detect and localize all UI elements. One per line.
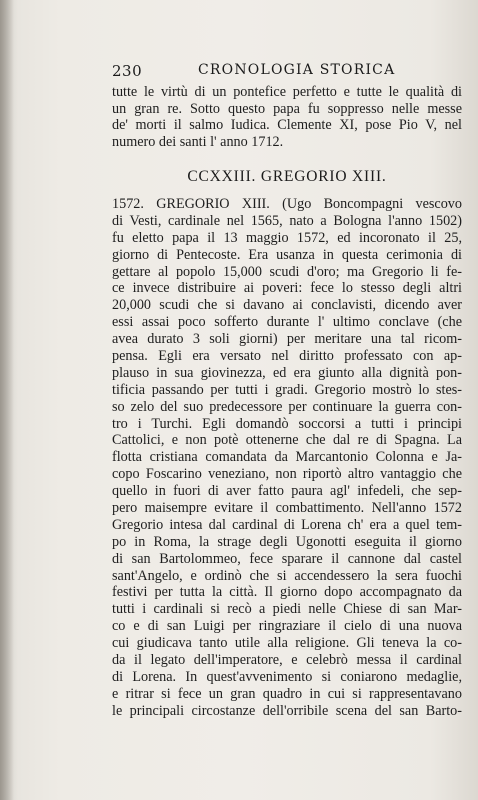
text-line: tutte le virtù di un pontefice perfetto e tutte le qualità di bbox=[112, 84, 462, 100]
text-line: giorno di Pentecoste. Era usanza in questa cerimonia di bbox=[112, 246, 462, 263]
text-line: tro i Turchi. Egli domandò soccorsi a tutti i principi bbox=[112, 415, 462, 432]
page-number: 230 bbox=[112, 62, 143, 80]
text-line: Cattolici, e non potè ottenerne che dal re di Spagna. La bbox=[112, 432, 462, 449]
running-head: CRONOLOGIA STORICA bbox=[198, 62, 396, 78]
text-line: quello in fuori di aver fatto paura agl' infedeli, che sep- bbox=[112, 483, 462, 500]
text-line: de' morti il salmo Iudica. Clemente XI, pose Pio V, nel bbox=[112, 117, 462, 134]
text-line: co e di san Luigi per ringraziare il cielo di una nuova bbox=[112, 618, 462, 635]
text-line: cui giudicava tanto utile alla religione. Gli teneva la co- bbox=[112, 635, 462, 652]
text-line: avea durato 3 soli giorni) per meritare una tal ricom- bbox=[112, 331, 462, 348]
text-line: 20,000 scudi che si davano ai conclavisti, dicendo aver bbox=[112, 297, 462, 314]
spine-shadow bbox=[0, 0, 14, 800]
text-line: fu eletto papa il 13 maggio 1572, ed incoronato il 25, bbox=[112, 229, 462, 246]
text-line: festivi per tutta la città. Il giorno dopo accompagnato da bbox=[112, 584, 462, 601]
text-line: essi assai poco sofferto durante l' ultimo conclave (che bbox=[112, 314, 462, 331]
text-line: so zelo del suo predecessore per continuare la guerra con- bbox=[112, 398, 462, 415]
text-line: le principali circostanze dell'orribile scena del san Barto- bbox=[112, 702, 462, 719]
text-line: sant'Angelo, e ordinò che si accendessero la sera fuochi bbox=[112, 567, 462, 584]
text-line: Gregorio intesa dal cardinal di Lorena ch' era a quel tem- bbox=[112, 516, 462, 533]
text-line: pensa. Egli era versato nel diritto professato con ap- bbox=[112, 348, 462, 365]
text-line: gettare al popolo 15,000 scudi d'oro; ma Gregorio li fe- bbox=[112, 263, 462, 280]
text-line: di Vesti, cardinale nel 1565, nato a Bologna l'anno 1502) bbox=[112, 212, 462, 229]
text-line: e ritrar si fece un gran quadro in cui si rappresentavano bbox=[112, 685, 462, 702]
text-line: flotta cristiana comandata da Marcantonio Colonna e Ja- bbox=[112, 449, 462, 466]
text-line: di san Bartolommeo, fece sparare il cannone dal castel bbox=[112, 550, 462, 567]
page-header bbox=[112, 62, 462, 84]
intro-paragraph bbox=[112, 84, 462, 151]
text-line: copo Foscarino veneziano, non riportò altro vantaggio che bbox=[112, 466, 462, 483]
text-line: di Lorena. In quest'avvenimento si coniarono medaglie, bbox=[112, 668, 462, 685]
text-line: numero dei santi l' anno 1712. bbox=[112, 134, 284, 151]
body-paragraph bbox=[112, 196, 462, 720]
text-line: plauso in sua giovinezza, ed era giunto alla dignità pon- bbox=[112, 364, 462, 381]
section-title: CCXXIII. GREGORIO XIII. bbox=[187, 168, 387, 185]
text-line: tificia passando per tutti i gradi. Gregorio mostrò lo stes- bbox=[112, 381, 462, 398]
text-line: ce invece distribuire ai poveri: fece lo stesso degli altri bbox=[112, 280, 462, 297]
text-line: pero maisempre evitare il combattimento. Nell'anno 1572 bbox=[112, 500, 462, 517]
text-line: un gran re. Sotto questo papa fu soppresso nelle messe bbox=[112, 100, 462, 117]
text-line: tutti i cardinali si recò a piedi nelle Chiese di san Mar- bbox=[112, 601, 462, 618]
text-line: po in Roma, la strage degli Ugonotti eseguita il giorno bbox=[112, 533, 462, 550]
text-line: da il legato dell'imperatore, e celebrò messa il cardinal bbox=[112, 652, 462, 669]
text-line: 1572. GREGORIO XIII. (Ugo Boncompagni vescovo bbox=[112, 196, 462, 212]
